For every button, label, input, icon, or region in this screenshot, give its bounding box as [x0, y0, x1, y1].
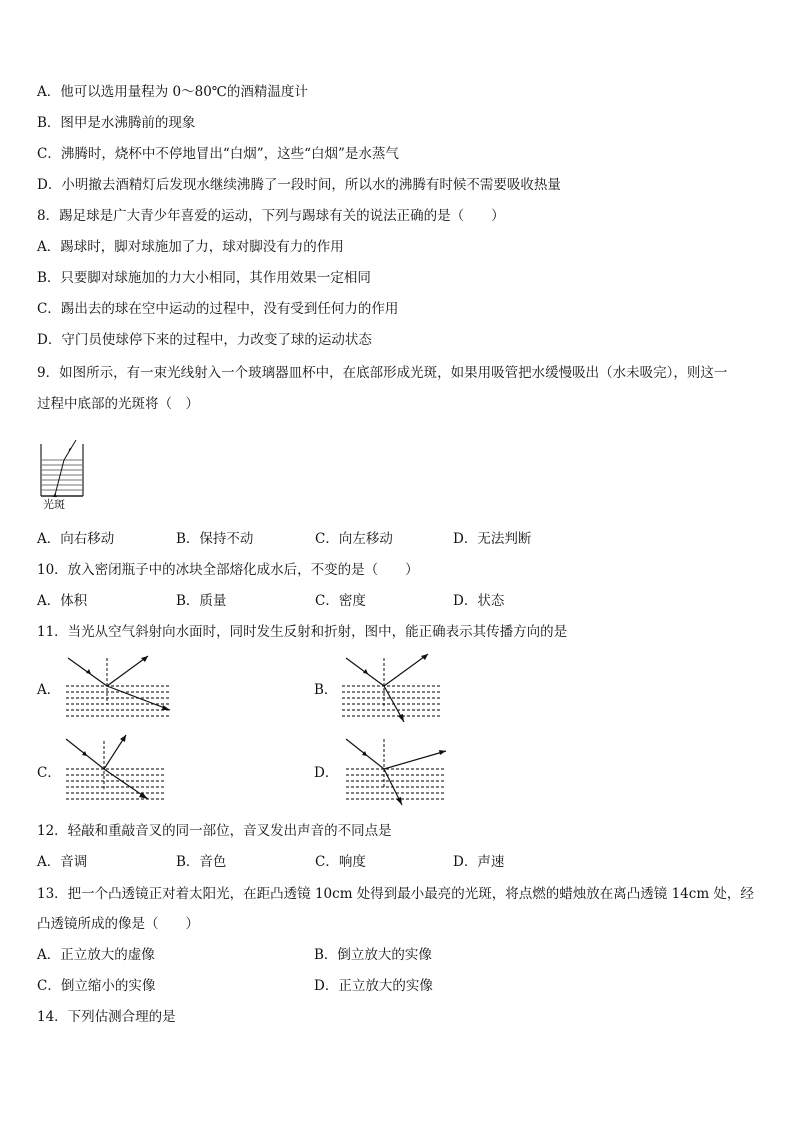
q9-option-a: A．向右移动 — [37, 531, 115, 547]
q13-stem-line1: 13．把一个凸透镜正对着太阳光，在距凸透镜 10cm 处得到最小最亮的光斑，将点燃的蜡烛放在离凸透镜 14cm 处，经 — [37, 886, 754, 902]
q12-option-d: D．声速 — [453, 854, 505, 870]
q7-option-c: C．沸腾时，烧杯中不停地冒出“白烟”，这些“白烟”是水蒸气 — [37, 146, 399, 162]
q13-option-b: B．倒立放大的实像 — [314, 947, 432, 963]
q13-option-d: D．正立放大的实像 — [314, 978, 433, 994]
q9-option-b: B．保持不动 — [176, 531, 254, 547]
q10-option-b: B．质量 — [176, 593, 227, 609]
q9-option-c: C．向左移动 — [315, 531, 393, 547]
q11-stem: 11．当光从空气斜射向水面时，同时发生反射和折射，图中，能正确表示其传播方向的是 — [37, 624, 568, 640]
q7-option-b: B．图甲是水沸腾前的现象 — [37, 115, 196, 131]
q13-option-a: A．正立放大的虚像 — [37, 947, 155, 963]
q8-option-d: D．守门员使球停下来的过程中，力改变了球的运动状态 — [37, 332, 372, 348]
q11-option-c-label: C． — [37, 765, 61, 781]
q7-option-a: A．他可以选用量程为 0～80℃的酒精温度计 — [37, 84, 308, 100]
q12-option-b: B．音色 — [176, 854, 227, 870]
q10-stem: 10．放入密闭瓶子中的冰块全部熔化成水后，不变的是（ ） — [37, 562, 419, 578]
q11-option-a-label: A． — [37, 682, 61, 698]
q14-stem: 14．下列估测合理的是 — [37, 1009, 176, 1025]
q12-option-a: A．音调 — [37, 854, 88, 870]
q10-option-c: C．密度 — [315, 593, 366, 609]
q11-option-d-label: D． — [314, 765, 339, 781]
q9-figure — [38, 438, 88, 514]
q12-stem: 12．轻敲和重敲音叉的同一部位，音叉发出声音的不同点是 — [37, 823, 392, 839]
reflection-refraction-diagram-a — [62, 652, 174, 724]
q9-stem-line1: 9．如图所示，有一束光线射入一个玻璃器皿杯中，在底部形成光斑，如果用吸管把水缓慢吸出（水未吸完），则这一 — [37, 365, 728, 381]
q11-option-b-label: B． — [314, 682, 338, 698]
q7-option-d: D．小明撤去酒精灯后发现水继续沸腾了一段时间，所以水的沸腾有时候不需要吸收热量 — [37, 177, 561, 193]
q8-option-a: A．踢球时，脚对球施加了力，球对脚没有力的作用 — [37, 239, 344, 255]
q10-option-a: A．体积 — [37, 593, 88, 609]
reflection-refraction-diagram-b — [338, 650, 446, 726]
q11-option-a-figure — [62, 652, 174, 724]
q8-stem: 8．踢足球是广大青少年喜爱的运动，下列与踢球有关的说法正确的是（ ） — [37, 208, 505, 224]
q8-option-b: B．只要脚对球施加的力大小相同，其作用效果一定相同 — [37, 270, 371, 286]
q11-option-b-figure — [338, 650, 446, 726]
q10-option-d: D．状态 — [453, 593, 505, 609]
q13-stem-line2: 凸透镜所成的像是（ ） — [37, 916, 199, 932]
q8-option-c: C．踢出去的球在空中运动的过程中，没有受到任何力的作用 — [37, 301, 399, 317]
q9-figure-label: 光斑 — [43, 498, 65, 511]
q13-option-c: C．倒立缩小的实像 — [37, 978, 156, 994]
reflection-refraction-diagram-c — [62, 733, 174, 809]
q12-option-c: C．响度 — [315, 854, 366, 870]
q9-option-d: D．无法判断 — [453, 531, 532, 547]
reflection-refraction-diagram-d — [338, 733, 450, 809]
q11-option-c-figure — [62, 733, 174, 809]
q9-stem-line2: 过程中底部的光斑将（ ） — [37, 396, 199, 412]
q11-option-d-figure — [338, 733, 450, 809]
